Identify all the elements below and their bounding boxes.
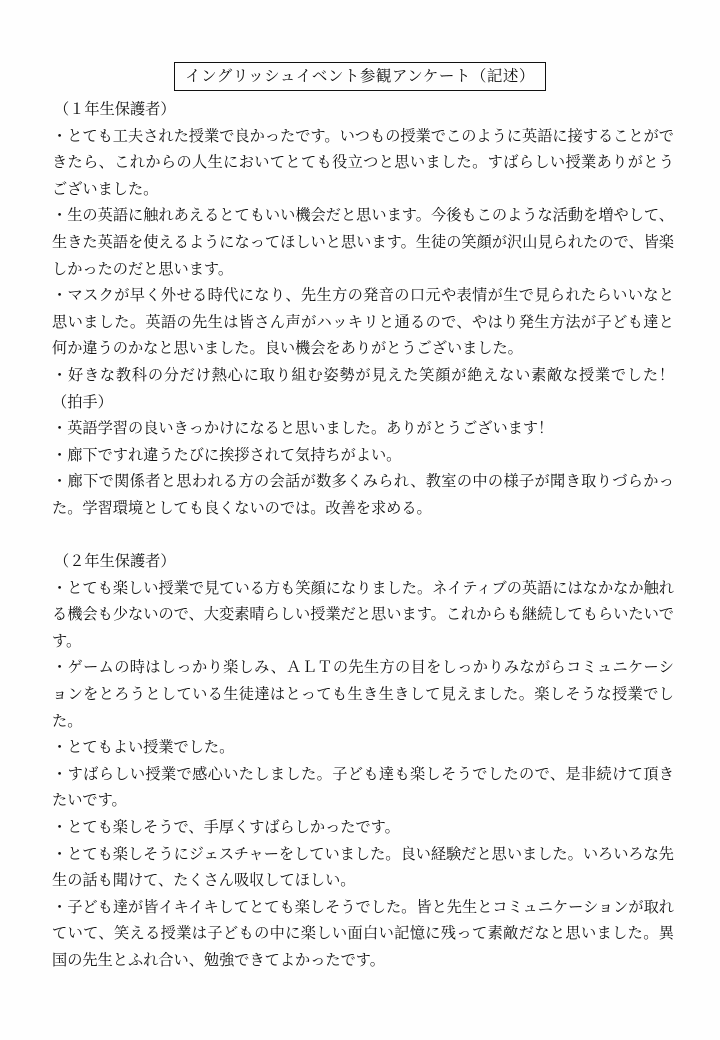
- title-area: [0, 62, 720, 91]
- comment-item: ・ゲームの時はしっかり楽しみ、ＡＬＴの先生方の目をしっかりみながらコミュニケーションをとろうとしている生徒達はとっても生き生きして見えました。楽しそうな授業でした。: [52, 658, 674, 730]
- comment-item: ・とても工夫された授業で良かったです。いつもの授業でこのように英語に接することができたら、これからの人生においてとても役立つと思いました。すばらしい授業ありがとうございました。: [52, 126, 674, 198]
- comment-item: ・廊下で関係者と思われる方の会話が数多くみられ、教室の中の様子が聞き取りづらかった。学習環境としても良くないのでは。改善を求める。: [52, 472, 674, 517]
- comment-item: ・とても楽しい授業で見ている方も笑顔になりました。ネイティブの英語にはなかなか触れる機会も少ないので、大変素晴らしい授業だと思います。これからも継続してもらいたいです。: [52, 578, 674, 650]
- comment-item: ・英語学習の良いきっかけになると思いました。ありがとうございます！: [52, 419, 554, 438]
- section-spacer: [52, 522, 674, 549]
- document-title: イングリッシュイベント参観アンケート（記述）: [174, 62, 546, 91]
- comment-item: ・とてもよい授業でした。: [52, 738, 235, 757]
- comment-item: ・マスクが早く外せる時代になり、先生方の発音の口元や表情が生で見られたらいいなと思いました。英語の先生は皆さん声がハッキリと通るので、やはり発生方法が子ども達と何か違うのかなと思いました。良い機会をありがとうございました。: [52, 286, 674, 358]
- section-heading-grade2: （２年生保護者）: [54, 552, 176, 571]
- document-body: [52, 96, 674, 974]
- comment-item: ・すばらしい授業で感心いたしました。子ども達も楽しそうでしたので、是非続けて頂きたいです。: [52, 764, 674, 810]
- comment-item: ・生の英語に触れあえるとてもいい機会だと思います。今後もこのような活動を増やして、生きた英語を使えるようになってほしいと思います。生徒の笑顔が沢山見られたので、皆楽しかったのだと思います。: [52, 206, 674, 278]
- comment-item: ・とても楽しそうで、手厚くすばらしかったです。: [52, 818, 400, 837]
- comment-item: ・廊下ですれ違うたびに挨拶されて気持ちがよい。: [52, 445, 402, 464]
- comment-item: ・子ども達が皆イキイキしてとても楽しそうでした。皆と先生とコミュニケーションが取れていて、笑える授業は子どもの中に楽しい面白い記憶に残って素敵だなと思いました。異国の先生とふれ合い、勉強できてよかったです。: [52, 897, 674, 969]
- section-heading-grade1: （１年生保護者）: [54, 100, 176, 118]
- comment-item: ・好きな教科の分だけ熱心に取り組む姿勢が見えた笑顔が絶えない素敵な授業でした！（拍手）: [52, 365, 674, 411]
- comment-item: ・とても楽しそうにジェスチャーをしていました。良い経験だと思いました。いろいろな先生の話も聞けて、たくさん吸収してほしい。: [52, 844, 674, 890]
